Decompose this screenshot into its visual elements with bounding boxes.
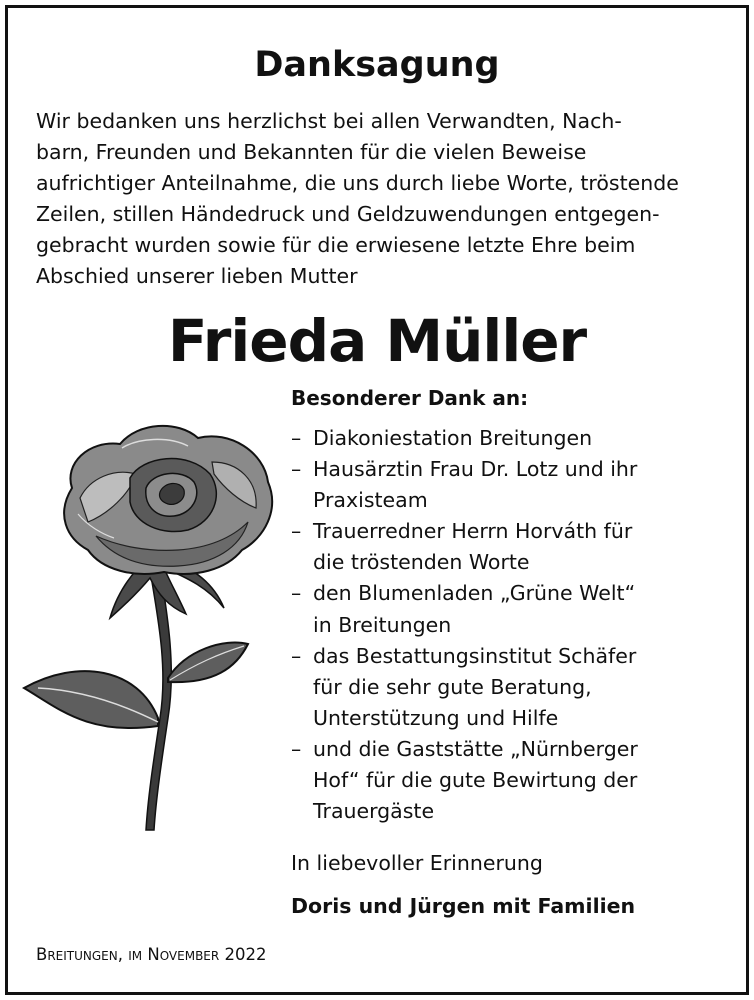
list-item-continuation: für die sehr gute Beratung, <box>313 674 592 699</box>
list-item-text: und die Gaststätte „Nürnberger <box>313 736 638 761</box>
intro-line: gebracht wurden sowie für die erwiesene letzte Ehre beim <box>36 233 636 257</box>
list-item-continuation: Hof“ für die gute Bewirtung der <box>313 768 638 793</box>
dash-marker: – <box>291 736 302 761</box>
list-item <box>291 454 741 485</box>
list-item <box>291 578 741 609</box>
dash-marker: – <box>291 426 302 450</box>
intro-line: aufrichtiger Anteilnahme, die uns durch liebe Worte, tröstende <box>36 171 679 195</box>
intro-line: Zeilen, stillen Händedruck und Geldzuwendungen entgegen- <box>36 202 660 226</box>
special-thanks-title: Besonderer Dank an: <box>291 386 529 410</box>
list-item-text: Hausärztin Frau Dr. Lotz und ihr <box>313 457 638 482</box>
dash-marker: – <box>291 457 302 482</box>
list-item <box>291 516 741 547</box>
signatories: Doris und Jürgen mit Familien <box>291 894 636 918</box>
intro-line: Wir bedanken uns herzlichst bei allen Verwandten, Nach- <box>36 109 622 133</box>
intro-line: Abschied unserer lieben Mutter <box>36 264 358 288</box>
intro-text <box>36 106 736 292</box>
list-item-continuation: in Breitungen <box>313 612 452 637</box>
list-item-continuation: Praxisteam <box>313 488 428 513</box>
rose-leaf-left <box>24 671 158 728</box>
notice-heading: Danksagung <box>254 45 500 85</box>
list-item-text: das Bestattungsinstitut Schäfer <box>313 643 637 668</box>
dash-marker: – <box>291 519 302 544</box>
list-item-continuation: die tröstenden Worte <box>313 550 530 575</box>
list-item-continuation: Trauergäste <box>313 799 435 824</box>
list-item-text: den Blumenladen „Grüne Welt“ <box>313 581 636 606</box>
list-item-continuation: Unterstützung und Hilfe <box>313 705 559 730</box>
rose-stem <box>146 568 171 830</box>
intro-line: barn, Freunden und Bekannten für die vielen Beweise <box>36 140 587 164</box>
list-item-text: Diakoniestation Breitungen <box>313 426 593 450</box>
list-item <box>291 641 741 672</box>
list-item-text: Trauerredner Herrn Horváth für <box>313 519 633 544</box>
list-item <box>291 734 741 765</box>
list-item <box>291 423 741 454</box>
dash-marker: – <box>291 581 302 606</box>
rose-illustration <box>18 418 288 838</box>
special-thanks-list <box>291 423 741 827</box>
place-date: Breitungen, im November 2022 <box>36 945 267 964</box>
dash-marker: – <box>291 643 302 668</box>
closing-line: In liebevoller Erinnerung <box>291 851 543 875</box>
deceased-name: Frieda Müller <box>167 307 587 375</box>
